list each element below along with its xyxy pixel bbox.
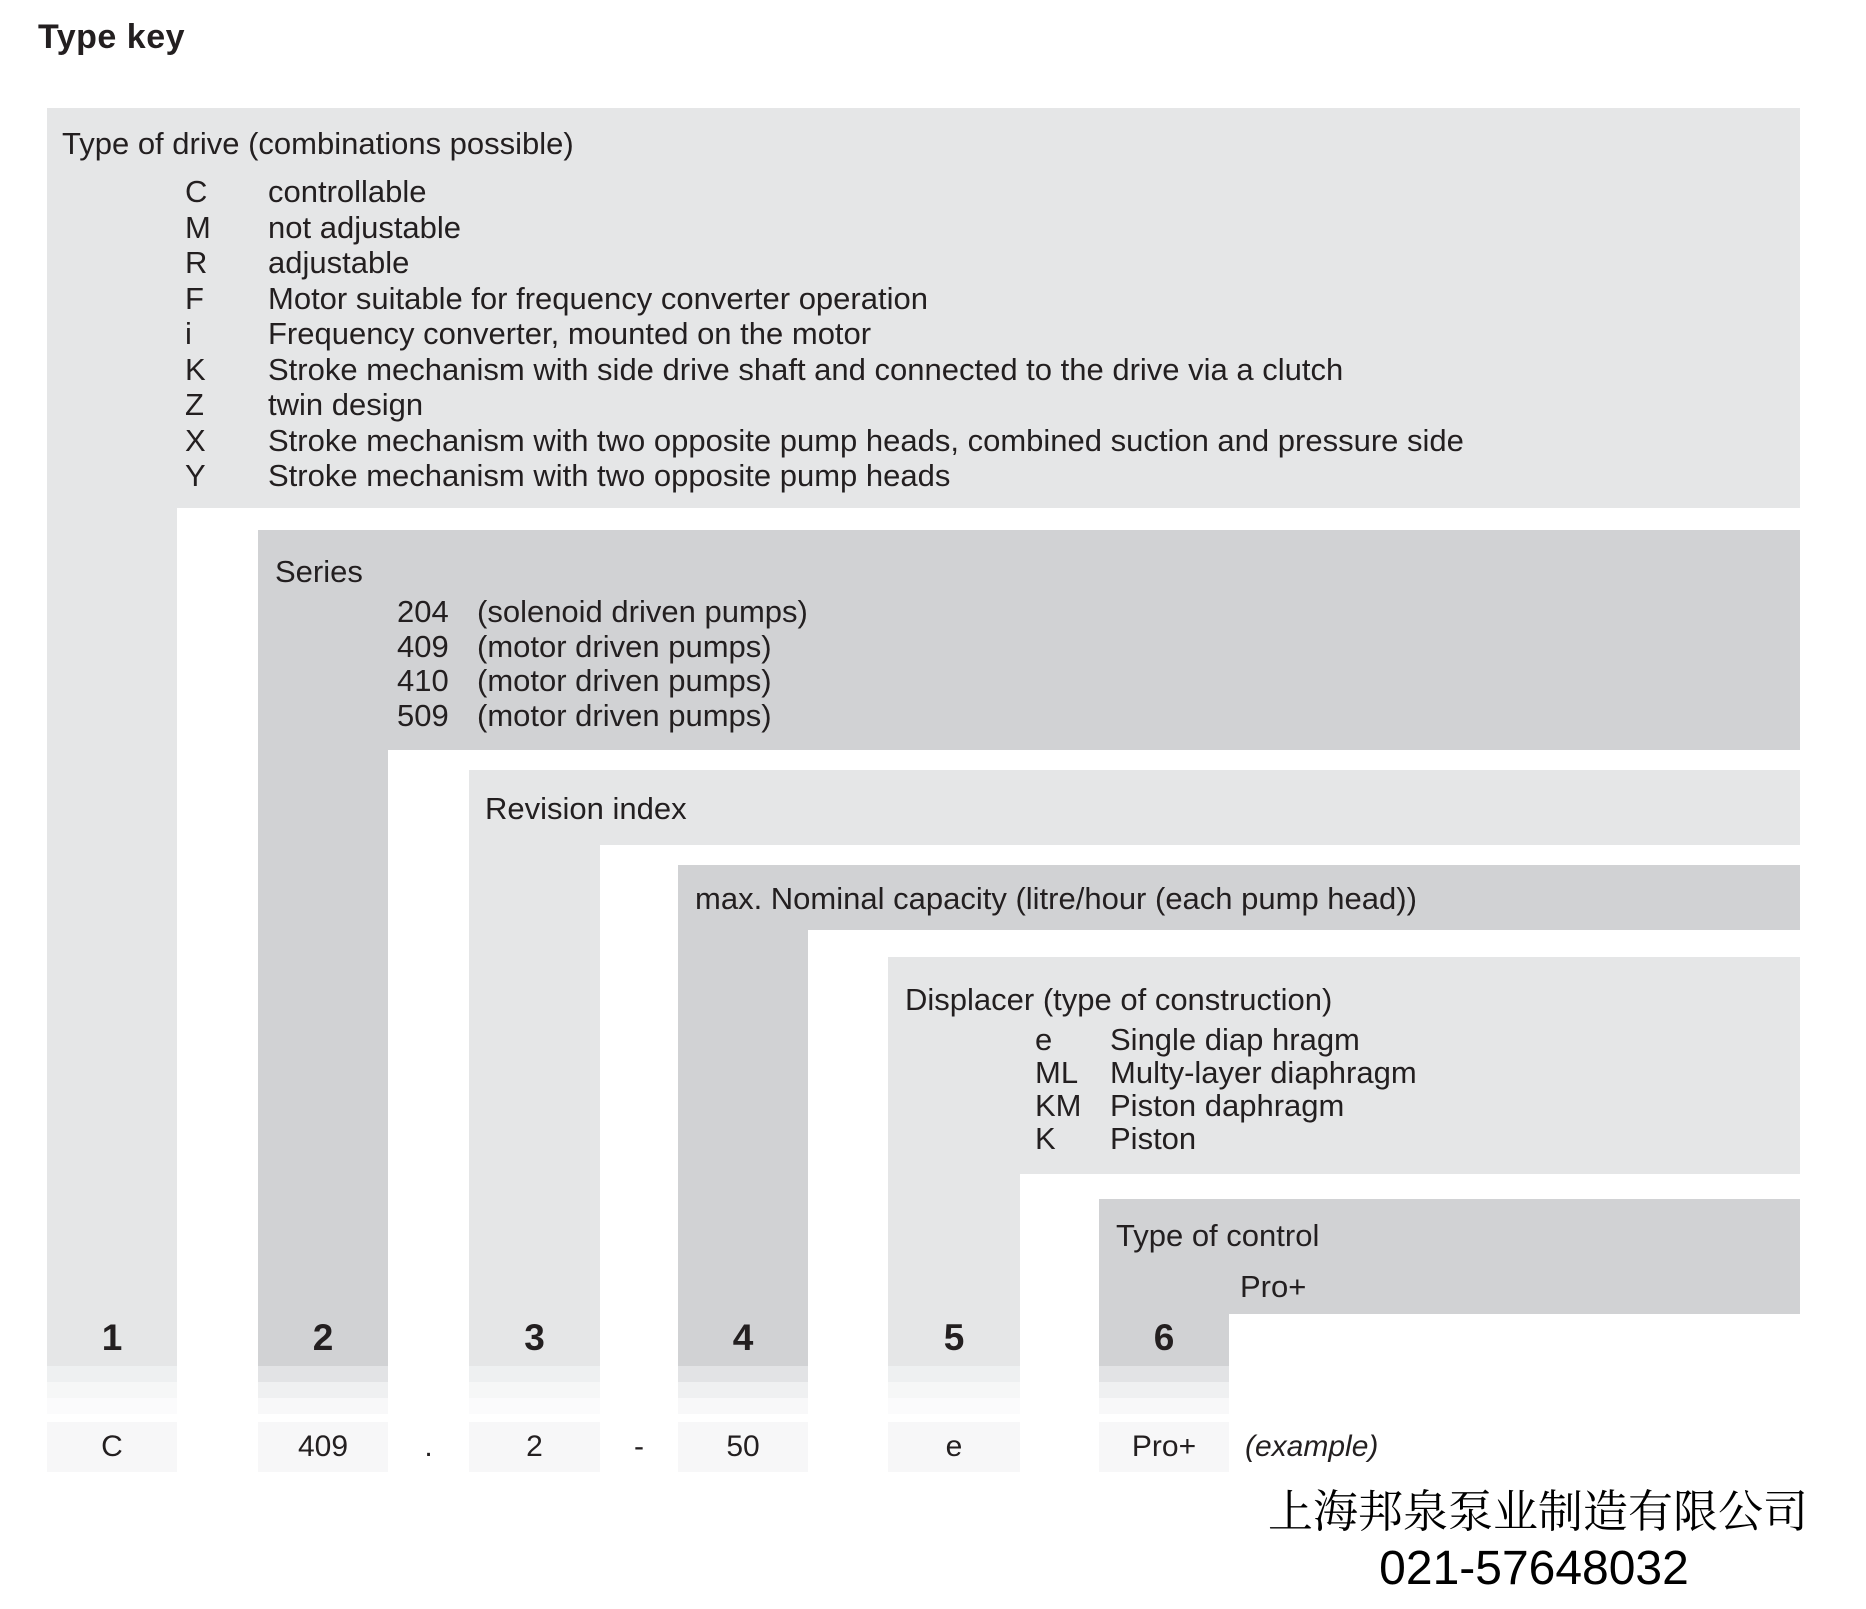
example-note: (example) [1245,1430,1379,1463]
displacer-code: K [1035,1121,1056,1156]
column-1-fade [47,1366,177,1414]
segment-number-5: 5 [943,1317,965,1358]
displacer-code: e [1035,1022,1053,1057]
drive-desc: adjustable [268,245,410,280]
footer-company: 上海邦泉泵业制造有限公司 [1268,1486,1809,1537]
series-row [397,630,808,665]
drive-code: C [185,174,208,209]
section-6-header: Type of control [1116,1218,1320,1253]
section-3-header: Revision index [485,791,687,826]
segment-number-6: 6 [1153,1317,1175,1358]
series-code: 409 [397,628,449,664]
series-desc: (motor driven pumps) [477,663,772,698]
section-1-band [47,108,1800,508]
displacer-list [1035,1023,1417,1155]
drive-desc: Stroke mechanism with two opposite pump heads [268,458,951,493]
series-code: 204 [397,594,449,629]
section-4-header: max. Nominal capacity (litre/hour (each pump head)) [695,881,1417,916]
displacer-row [1035,1122,1417,1155]
section-5-band [888,957,1800,1174]
series-row [397,595,808,630]
displacer-desc: Piston [1110,1121,1197,1156]
series-desc: (motor driven pumps) [477,628,772,664]
example-cell-4: 50 [678,1422,808,1472]
section-2-band [258,530,1800,750]
drive-desc: Stroke mechanism with side drive shaft and connected to the drive via a clutch [268,351,1344,387]
drive-desc: not adjustable [268,209,462,245]
column-4 [678,930,808,1366]
series-code: 509 [397,697,449,733]
series-row [397,699,808,734]
drive-desc: Motor suitable for frequency converter operation [268,280,928,316]
drive-code-row [185,352,1464,388]
column-3 [469,845,600,1366]
drive-desc: controllable [268,174,427,209]
drive-code: X [185,422,206,458]
segment-number-2: 2 [312,1317,334,1358]
displacer-row [1035,1056,1417,1089]
column-2 [258,750,388,1366]
example-separator-dash: - [634,1430,644,1463]
segment-number-4: 4 [732,1317,754,1358]
displacer-desc: Multy-layer diaphragm [1110,1055,1417,1090]
example-cell-5: e [888,1422,1020,1472]
series-code: 410 [397,663,449,698]
displacer-code: KM [1035,1088,1082,1123]
drive-code-row [185,387,1464,423]
column-1 [47,508,177,1366]
section-4-band [678,865,1800,930]
drive-code: F [185,280,204,316]
displacer-row [1035,1089,1417,1122]
column-5-fade [888,1366,1020,1414]
drive-code-row [185,245,1464,281]
control-option: Pro+ [1240,1269,1307,1304]
displacer-code: ML [1035,1055,1079,1090]
column-2-fade [258,1366,388,1414]
example-cell-1: C [47,1422,177,1472]
drive-code-row [185,281,1464,317]
example-cell-2: 409 [258,1422,388,1472]
displacer-desc: Piston daphragm [1110,1088,1345,1123]
drive-code: Y [185,458,206,493]
column-3-fade [469,1366,600,1414]
drive-code-list [185,174,1464,494]
column-6-fade [1099,1366,1229,1414]
section-1-header: Type of drive (combinations possible) [62,126,574,161]
example-cell-3: 2 [469,1422,600,1472]
drive-code: i [185,316,192,351]
drive-code: R [185,245,208,280]
column-4-fade [678,1366,808,1414]
section-2-header: Series [275,554,363,589]
series-desc: (solenoid driven pumps) [477,594,808,629]
section-5-header: Displacer (type of construction) [905,982,1333,1017]
series-list [397,595,808,733]
segment-number-3: 3 [524,1317,545,1358]
example-cell-6: Pro+ [1099,1422,1229,1472]
drive-code-row [185,316,1464,352]
segment-number-1: 1 [101,1317,123,1358]
section-3-band [469,770,1800,845]
drive-code: M [185,209,211,245]
displacer-desc: Single diap hragm [1110,1022,1360,1057]
drive-desc: Frequency converter, mounted on the motor [268,316,872,351]
section-6-band [1099,1199,1800,1314]
drive-code-row [185,423,1464,459]
drive-code-row [185,210,1464,246]
page-title: Type key [38,18,186,56]
series-row [397,664,808,699]
drive-code-row [185,458,1464,494]
drive-code: K [185,351,206,387]
drive-desc: Stroke mechanism with two opposite pump heads, combined suction and pressure side [268,422,1464,458]
footer-phone: 021-57648032 [1379,1542,1689,1595]
footer [1268,1484,1809,1598]
drive-code: Z [185,387,204,422]
series-desc: (motor driven pumps) [477,697,772,733]
displacer-row [1035,1023,1417,1056]
drive-code-row [185,174,1464,210]
drive-desc: twin design [268,387,424,422]
example-separator-dot: . [424,1430,433,1463]
